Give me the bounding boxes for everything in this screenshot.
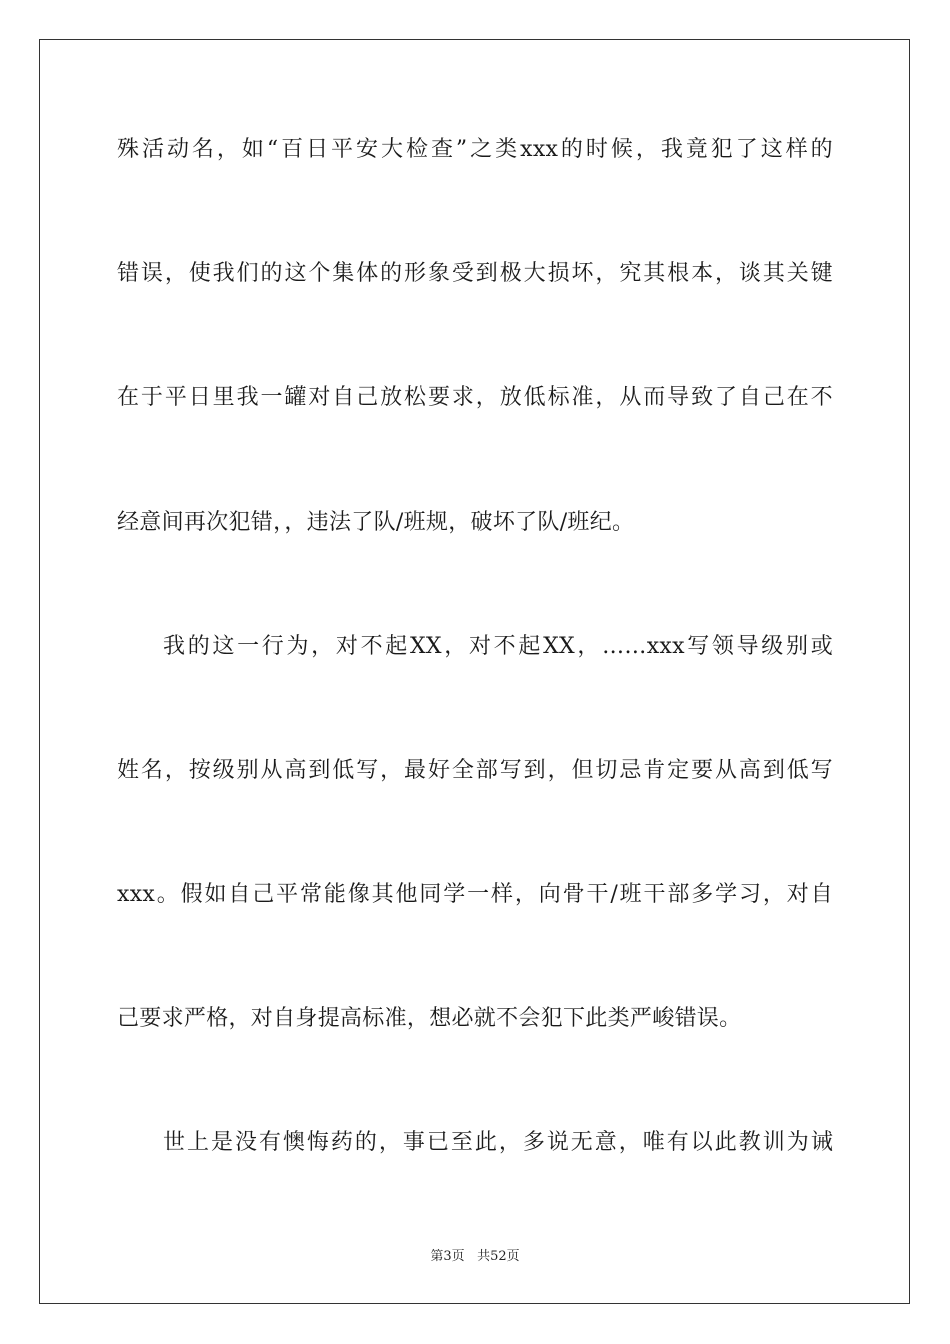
paragraph-line: 己要求严格，对自身提高标准，想必就不会犯下此类严峻错误。 xyxy=(117,1006,742,1031)
paragraph-line: xxx。假如自己平常能像其他同学一样，向骨干/班干部多学习，对自 xyxy=(117,882,833,907)
paragraph-line: 在于平日里我一罐对自己放松要求，放低标准，从而导致了自己在不 xyxy=(117,385,833,410)
paragraph-line: 姓名，按级别从高到低写，最好全部写到，但切忌肯定要从高到低写 xyxy=(117,758,833,783)
paragraph-line: 我的这一行为，对不起XX，对不起XX，……xxx写领导级别或 xyxy=(163,634,833,659)
page-border xyxy=(39,39,910,1304)
page-number: 第3页 xyxy=(430,1249,465,1264)
paragraph-line: 错误，使我们的这个集体的形象受到极大损坏，究其根本，谈其关键 xyxy=(117,261,833,286)
paragraph-line: 殊活动名，如“百日平安大检查”之类xxx的时候，我竟犯了这样的 xyxy=(117,137,833,162)
page-total: 共52页 xyxy=(477,1249,520,1264)
page-footer xyxy=(0,1248,950,1266)
paragraph-line: 世上是没有懊悔药的，事已至此，多说无意，唯有以此教训为诫 xyxy=(163,1130,833,1155)
paragraph-line: 经意间再次犯错，，违法了队/班规，破坏了队/班纪。 xyxy=(117,510,635,535)
